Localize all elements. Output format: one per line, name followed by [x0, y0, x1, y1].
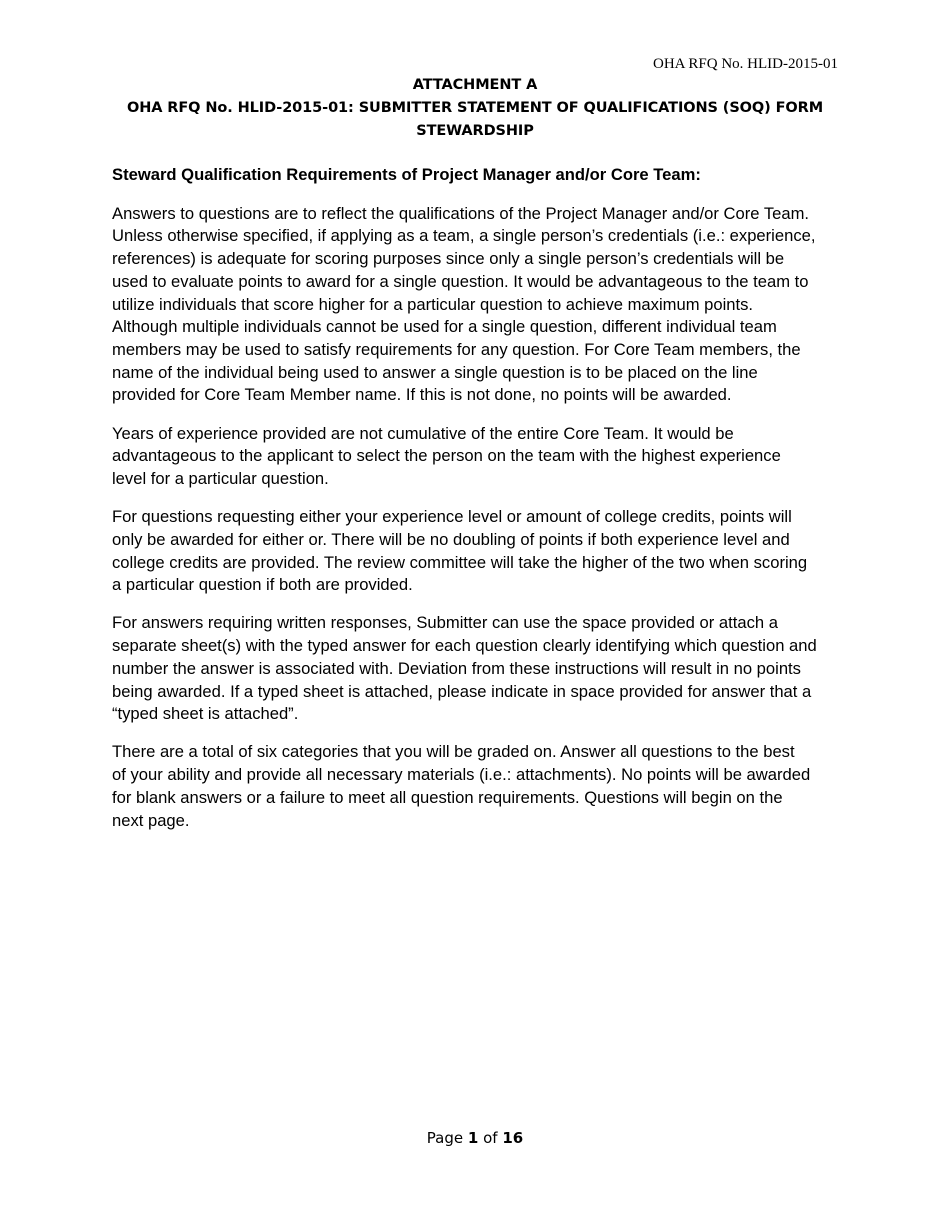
document-body: [112, 164, 840, 848]
page-number: 1: [467, 1129, 479, 1147]
paragraph-qualifications: Answers to questions are to reflect the qualifications of the Project Manager and/or Core Team. Unless otherwise specified, if applying as a team, a single person’s credentials (i.e.: experience, references) is adequate for scoring purposes since only a single person’s credentials will be used to evaluate points to award for a single question. It would be advantageous to the team to utilize individuals that score higher for a particular question to achieve maximum points. Although multiple individuals cannot be used for a single question, different individual team members may be used to satisfy requirements for any question. For Core Team members, the name of the individual being used to answer a single question is to be placed on the line provided for Core Team Member name. If this is not done, no points will be awarded.: [112, 203, 816, 405]
title-form-name: OHA RFQ No. HLID-2015-01: SUBMITTER STATEMENT OF QUALIFICATIONS (SOQ) FORM: [126, 100, 824, 116]
title-category: STEWARDSHIP: [416, 123, 534, 139]
paragraph-categories: There are a total of six categories that you will be graded on. Answer all questions to the best of your ability and provide all necessary materials (i.e.: attachments). No points will be awarded for blank answers or a failure to meet all question requirements. Questions will begin on the next page.: [112, 742, 811, 830]
running-header-reference: OHA RFQ No. HLID-2015-01: [653, 56, 838, 72]
document-title-block: [112, 74, 838, 143]
paragraph-experience: Years of experience provided are not cumulative of the entire Core Team. It would be advantageous to the applicant to select the person on the team with the highest experience level for a particular question.: [112, 423, 781, 488]
page-footer: [0, 1128, 950, 1148]
page-total: 16: [502, 1129, 524, 1147]
section-heading: Steward Qualification Requirements of Project Manager and/or Core Team:: [112, 165, 701, 184]
paragraph-written-responses: For answers requiring written responses, Submitter can use the space provided or attach a separate sheet(s) with the typed answer for each question clearly identifying which question and number the answer is associated with. Deviation from these instructions will result in no points being awarded. If a typed sheet is attached, please indicate in space provided for answer that a “typed sheet is attached”.: [112, 613, 817, 724]
title-attachment: ATTACHMENT A: [412, 77, 538, 93]
paragraph-college-credits: For questions requesting either your experience level or amount of college credits, points will only be awarded for either or. There will be no doubling of points if both experience level and college credits are provided. The review committee will take the higher of the two when scoring a particular question if both are provided.: [112, 507, 808, 595]
page-label: Page: [426, 1129, 464, 1147]
page-of-label: of: [483, 1129, 498, 1147]
